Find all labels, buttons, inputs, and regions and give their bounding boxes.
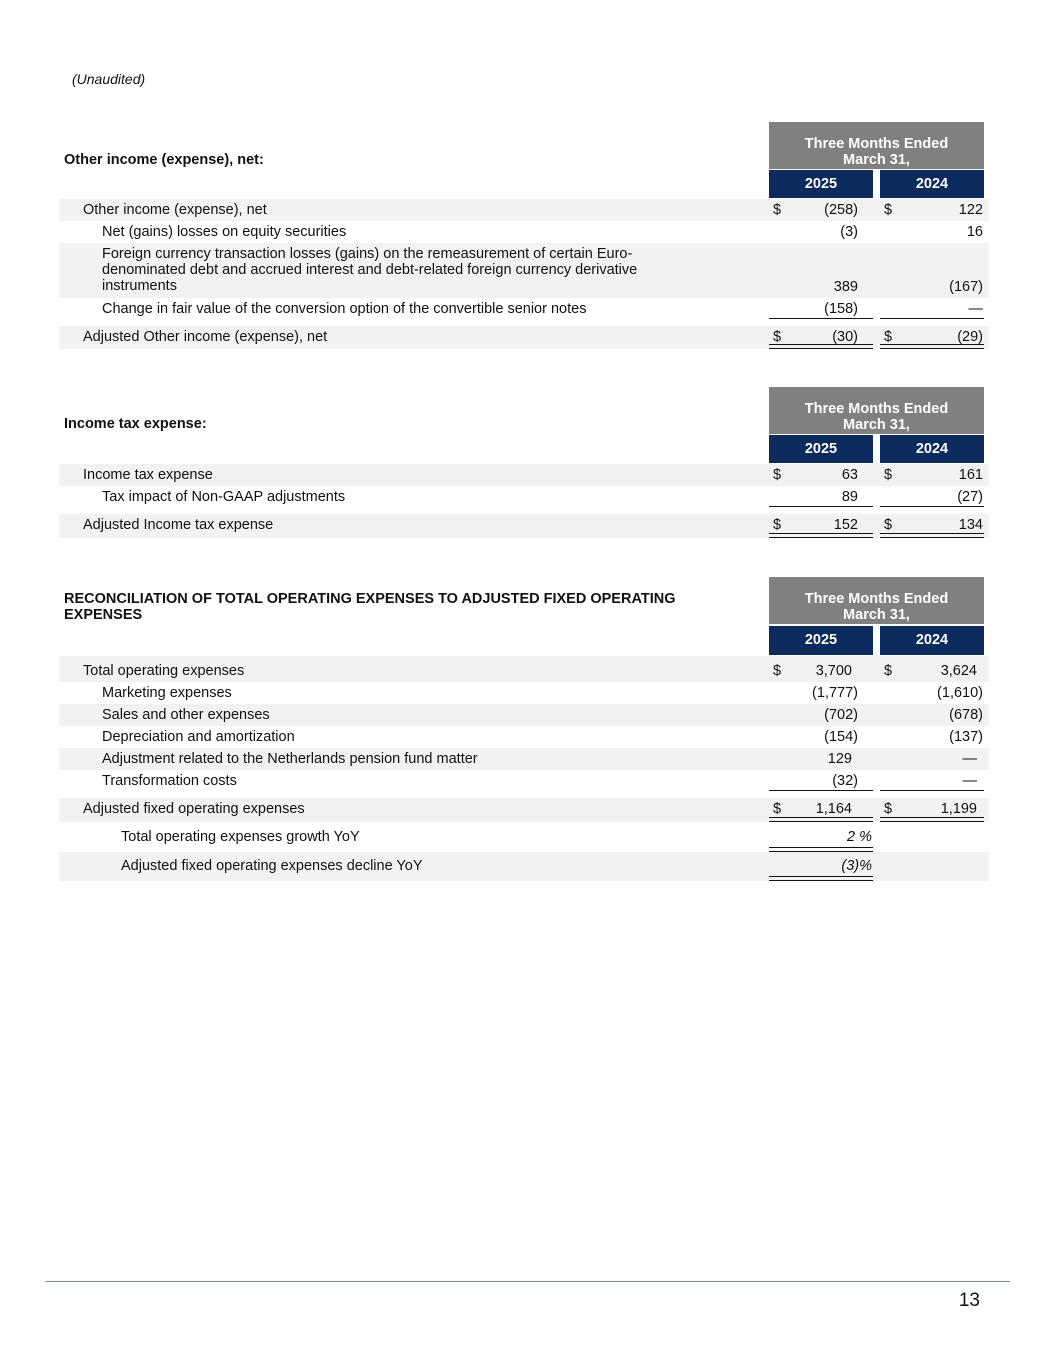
period-header: Three Months Ended March 31, <box>769 577 984 624</box>
table-row: Net (gains) losses on equity securities (3) 16 <box>102 224 983 240</box>
section-title: Other income (expense), net: <box>64 152 264 168</box>
table-row: Total operating expenses growth YoY 2 % <box>59 823 989 852</box>
other-income-table <box>59 122 989 349</box>
table-row: Adjusted Other income (expense), net $ (30) $ (29) <box>59 326 989 349</box>
table-row: Transformation costs (32) — <box>59 770 989 792</box>
table-header <box>59 122 989 199</box>
table-row: Total operating expenses $ 3,700 $ 3,624 <box>59 656 989 682</box>
table-row: Tax impact of Non-GAAP adjustments 89 (27) <box>102 489 983 505</box>
year-2024-header: 2024 <box>880 170 984 198</box>
section-title: Income tax expense: <box>64 416 207 432</box>
period-header: Three Months Ended March 31, <box>769 122 984 169</box>
year-2024-header: 2024 <box>880 435 984 463</box>
opex-reconciliation-table <box>59 577 989 881</box>
table-header <box>59 577 989 656</box>
table-row: Adjustment related to the Netherlands pension fund matter 129 — <box>59 748 989 770</box>
table-row: Adjusted Income tax expense $ 152 $ 134 <box>59 514 989 538</box>
table-header <box>59 387 989 464</box>
table-row: Change in fair value of the conversion option of the convertible senior notes (158) — <box>102 301 983 317</box>
table-row: Adjusted fixed operating expenses $ 1,164 $ 1,199 <box>59 798 989 822</box>
year-2025-header: 2025 <box>769 435 873 463</box>
income-tax-table <box>59 387 989 538</box>
period-header: Three Months Ended March 31, <box>769 387 984 434</box>
page-number: 13 <box>958 1290 980 1311</box>
footer-divider <box>45 1281 1010 1282</box>
table-row: Sales and other expenses (702) (678) <box>59 704 989 726</box>
table-row: Foreign currency transaction losses (gains) on the remeasurement of certain Euro-denominated debt and accrued interest and debt-related foreign currency derivative instruments 389 (167) <box>59 243 989 298</box>
table-row: Income tax expense $ 63 $ 161 <box>59 464 989 486</box>
section-title: RECONCILIATION OF TOTAL OPERATING EXPENSES TO ADJUSTED FIXED OPERATING EXPENSES <box>64 591 676 623</box>
year-2025-header: 2025 <box>769 170 873 198</box>
table-row: Other income (expense), net $ (258) $ 122 <box>59 199 989 221</box>
year-2025-header: 2025 <box>769 626 873 655</box>
table-row: Adjusted fixed operating expenses decline YoY (3)% <box>59 852 989 881</box>
year-2024-header: 2024 <box>880 626 984 655</box>
table-row: Depreciation and amortization (154) (137) <box>102 729 983 745</box>
unaudited-note: (Unaudited) <box>72 71 146 87</box>
table-row: Marketing expenses (1,777) (1,610) <box>102 685 983 701</box>
